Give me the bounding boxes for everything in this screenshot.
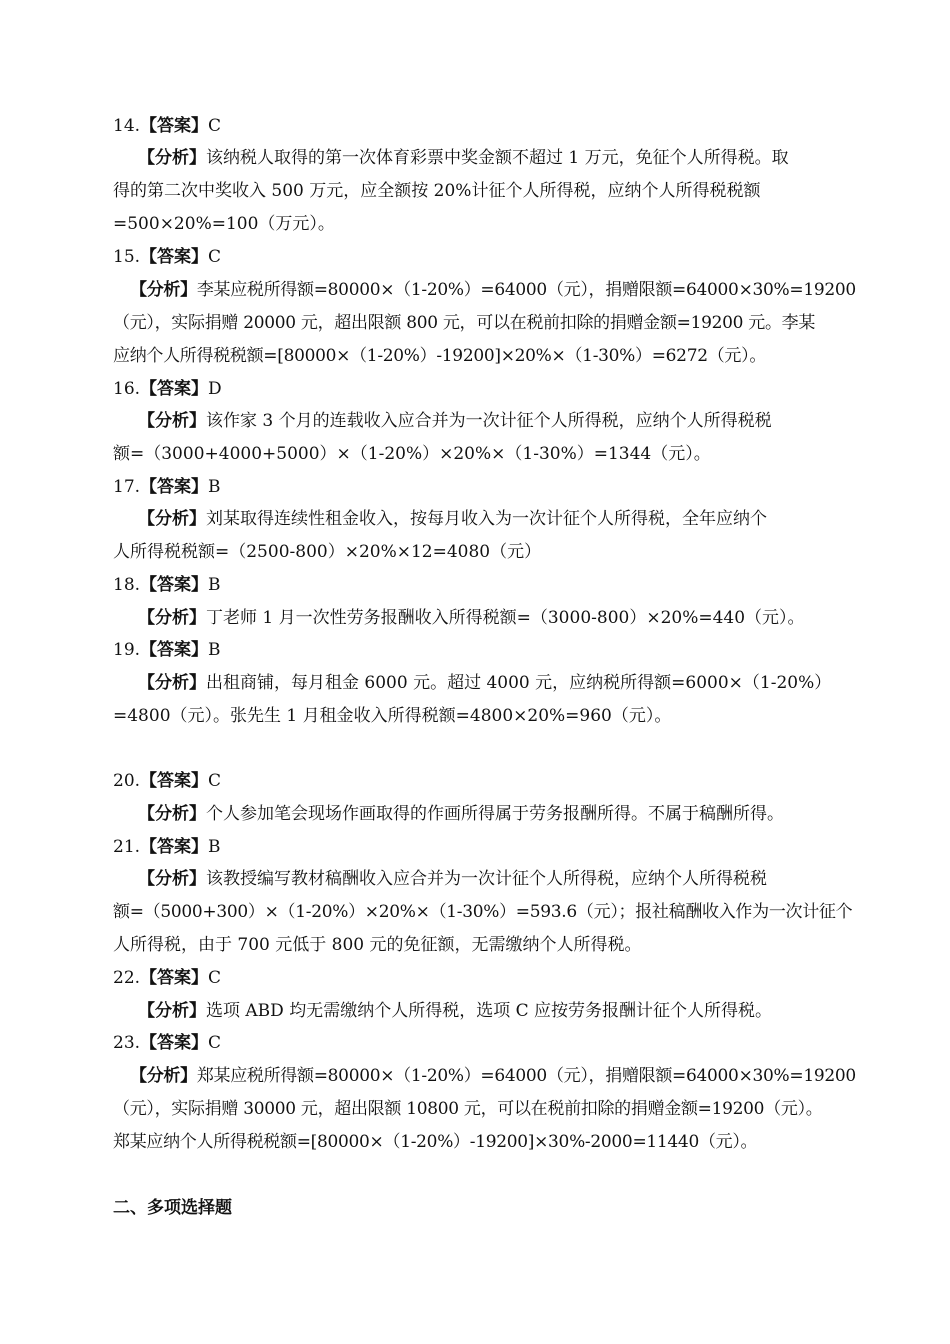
answer-value: C (208, 116, 222, 136)
answer-value: C (208, 968, 222, 988)
answer-tag: 【答案】 (140, 968, 209, 988)
analysis-line: 人所得税，由于 700 元低于 800 元的免征额，无需缴纳个人所得税。 (113, 935, 642, 955)
question-number: 16. (113, 379, 141, 399)
question-number: 14. (113, 116, 141, 136)
answer-line-20 (113, 769, 221, 793)
analysis-tag: 【分析】 (138, 1001, 206, 1021)
question-number: 17. (113, 477, 141, 497)
analysis-line: 【分析】该作家 3 个月的连载收入应合并为一次计征个人所得税，应纳个人所得税税 (138, 411, 772, 431)
analysis-tag: 【分析】 (138, 509, 206, 529)
answer-line-15 (113, 245, 221, 269)
analysis-tag: 【分析】 (138, 804, 206, 824)
answer-value: B (208, 477, 221, 497)
analysis-tag: 【分析】 (130, 280, 197, 300)
answer-tag: 【答案】 (140, 247, 209, 267)
answer-line-16 (113, 377, 222, 401)
analysis-line: 郑某应纳个人所得税税额=[80000×（1-20%）-19200]×30%-2000=11440（元）。 (113, 1132, 758, 1152)
answer-value: C (208, 771, 222, 791)
analysis-line: =4800（元）。张先生 1 月租金收入所得税额=4800×20%=960（元）。 (113, 706, 672, 726)
answer-line-19 (113, 638, 221, 662)
question-number: 15. (113, 247, 141, 267)
question-number: 23. (113, 1033, 141, 1053)
analysis-line: 额=（5000+300）×（1-20%）×20%×（1-30%）=593.6（元）；报社稿酬收入作为一次计征个 (113, 902, 853, 922)
answer-tag: 【答案】 (140, 837, 209, 857)
answer-value: C (208, 247, 222, 267)
analysis-line: 应纳个人所得税税额=[80000×（1-20%）-19200]×20%×（1-30%）=6272（元）。 (113, 346, 767, 366)
analysis-line: 额=（3000+4000+5000）×（1-20%）×20%×（1-30%）=1344（元）。 (113, 444, 711, 464)
answer-line-22 (113, 966, 221, 990)
analysis-line: 【分析】郑某应税所得额=80000×（1-20%）=64000（元），捐赠限额=64000×30%=19200 (130, 1066, 856, 1086)
analysis-line: 【分析】丁老师 1 月一次性劳务报酬收入所得税额=（3000-800）×20%=440（元）。 (138, 608, 805, 628)
analysis-line: 人所得税税额=（2500-800）×20%×12=4080（元） (113, 542, 542, 562)
analysis-line: =500×20%=100（万元）。 (113, 214, 335, 234)
answer-tag: 【答案】 (140, 575, 209, 595)
answer-value: B (208, 640, 221, 660)
question-number: 21. (113, 837, 141, 857)
section-heading: 二、多项选择题 (113, 1198, 232, 1218)
analysis-line: （元），实际捐赠 30000 元，超出限额 10800 元，可以在税前扣除的捐赠金额=19200（元）。 (113, 1099, 823, 1119)
analysis-tag: 【分析】 (138, 148, 206, 168)
answer-tag: 【答案】 (140, 1033, 209, 1053)
answer-tag: 【答案】 (140, 116, 209, 136)
answer-tag: 【答案】 (140, 379, 209, 399)
answer-line-17 (113, 475, 221, 499)
analysis-line: （元），实际捐赠 20000 元，超出限额 800 元，可以在税前扣除的捐赠金额=19200 元。李某 (113, 313, 816, 333)
analysis-tag: 【分析】 (138, 869, 206, 889)
answer-value: B (208, 575, 221, 595)
analysis-line: 【分析】个人参加笔会现场作画取得的作画所得属于劳务报酬所得。不属于稿酬所得。 (138, 804, 784, 824)
answer-tag: 【答案】 (140, 771, 209, 791)
answer-line-14 (113, 114, 221, 138)
analysis-line: 【分析】选项 ABD 均无需缴纳个人所得税，选项 C 应按劳务报酬计征个人所得税。 (138, 1001, 773, 1021)
analysis-line: 得的第二次中奖收入 500 万元，应全额按 20%计征个人所得税，应纳个人所得税税额 (113, 181, 761, 201)
question-number: 18. (113, 575, 141, 595)
answer-value: B (208, 837, 221, 857)
answer-line-21 (113, 835, 221, 859)
answer-line-23 (113, 1031, 221, 1055)
analysis-tag: 【分析】 (138, 411, 206, 431)
analysis-tag: 【分析】 (138, 608, 206, 628)
analysis-line: 【分析】出租商铺，每月租金 6000 元。超过 4000 元，应纳税所得额=6000×（1-20%） (138, 673, 832, 693)
answer-value: C (208, 1033, 222, 1053)
answer-tag: 【答案】 (140, 477, 209, 497)
question-number: 19. (113, 640, 141, 660)
analysis-line: 【分析】该纳税人取得的第一次体育彩票中奖金额不超过 1 万元，免征个人所得税。取 (138, 148, 789, 168)
analysis-tag: 【分析】 (130, 1066, 197, 1086)
question-number: 22. (113, 968, 141, 988)
analysis-line: 【分析】李某应税所得额=80000×（1-20%）=64000（元），捐赠限额=64000×30%=19200 (130, 280, 856, 300)
analysis-line: 【分析】该教授编写教材稿酬收入应合并为一次计征个人所得税，应纳个人所得税税 (138, 869, 767, 889)
question-number: 20. (113, 771, 141, 791)
answer-value: D (208, 379, 222, 399)
analysis-line: 【分析】刘某取得连续性租金收入，按每月收入为一次计征个人所得税，全年应纳个 (138, 509, 767, 529)
answer-line-18 (113, 573, 221, 597)
analysis-tag: 【分析】 (138, 673, 206, 693)
answer-tag: 【答案】 (140, 640, 209, 660)
